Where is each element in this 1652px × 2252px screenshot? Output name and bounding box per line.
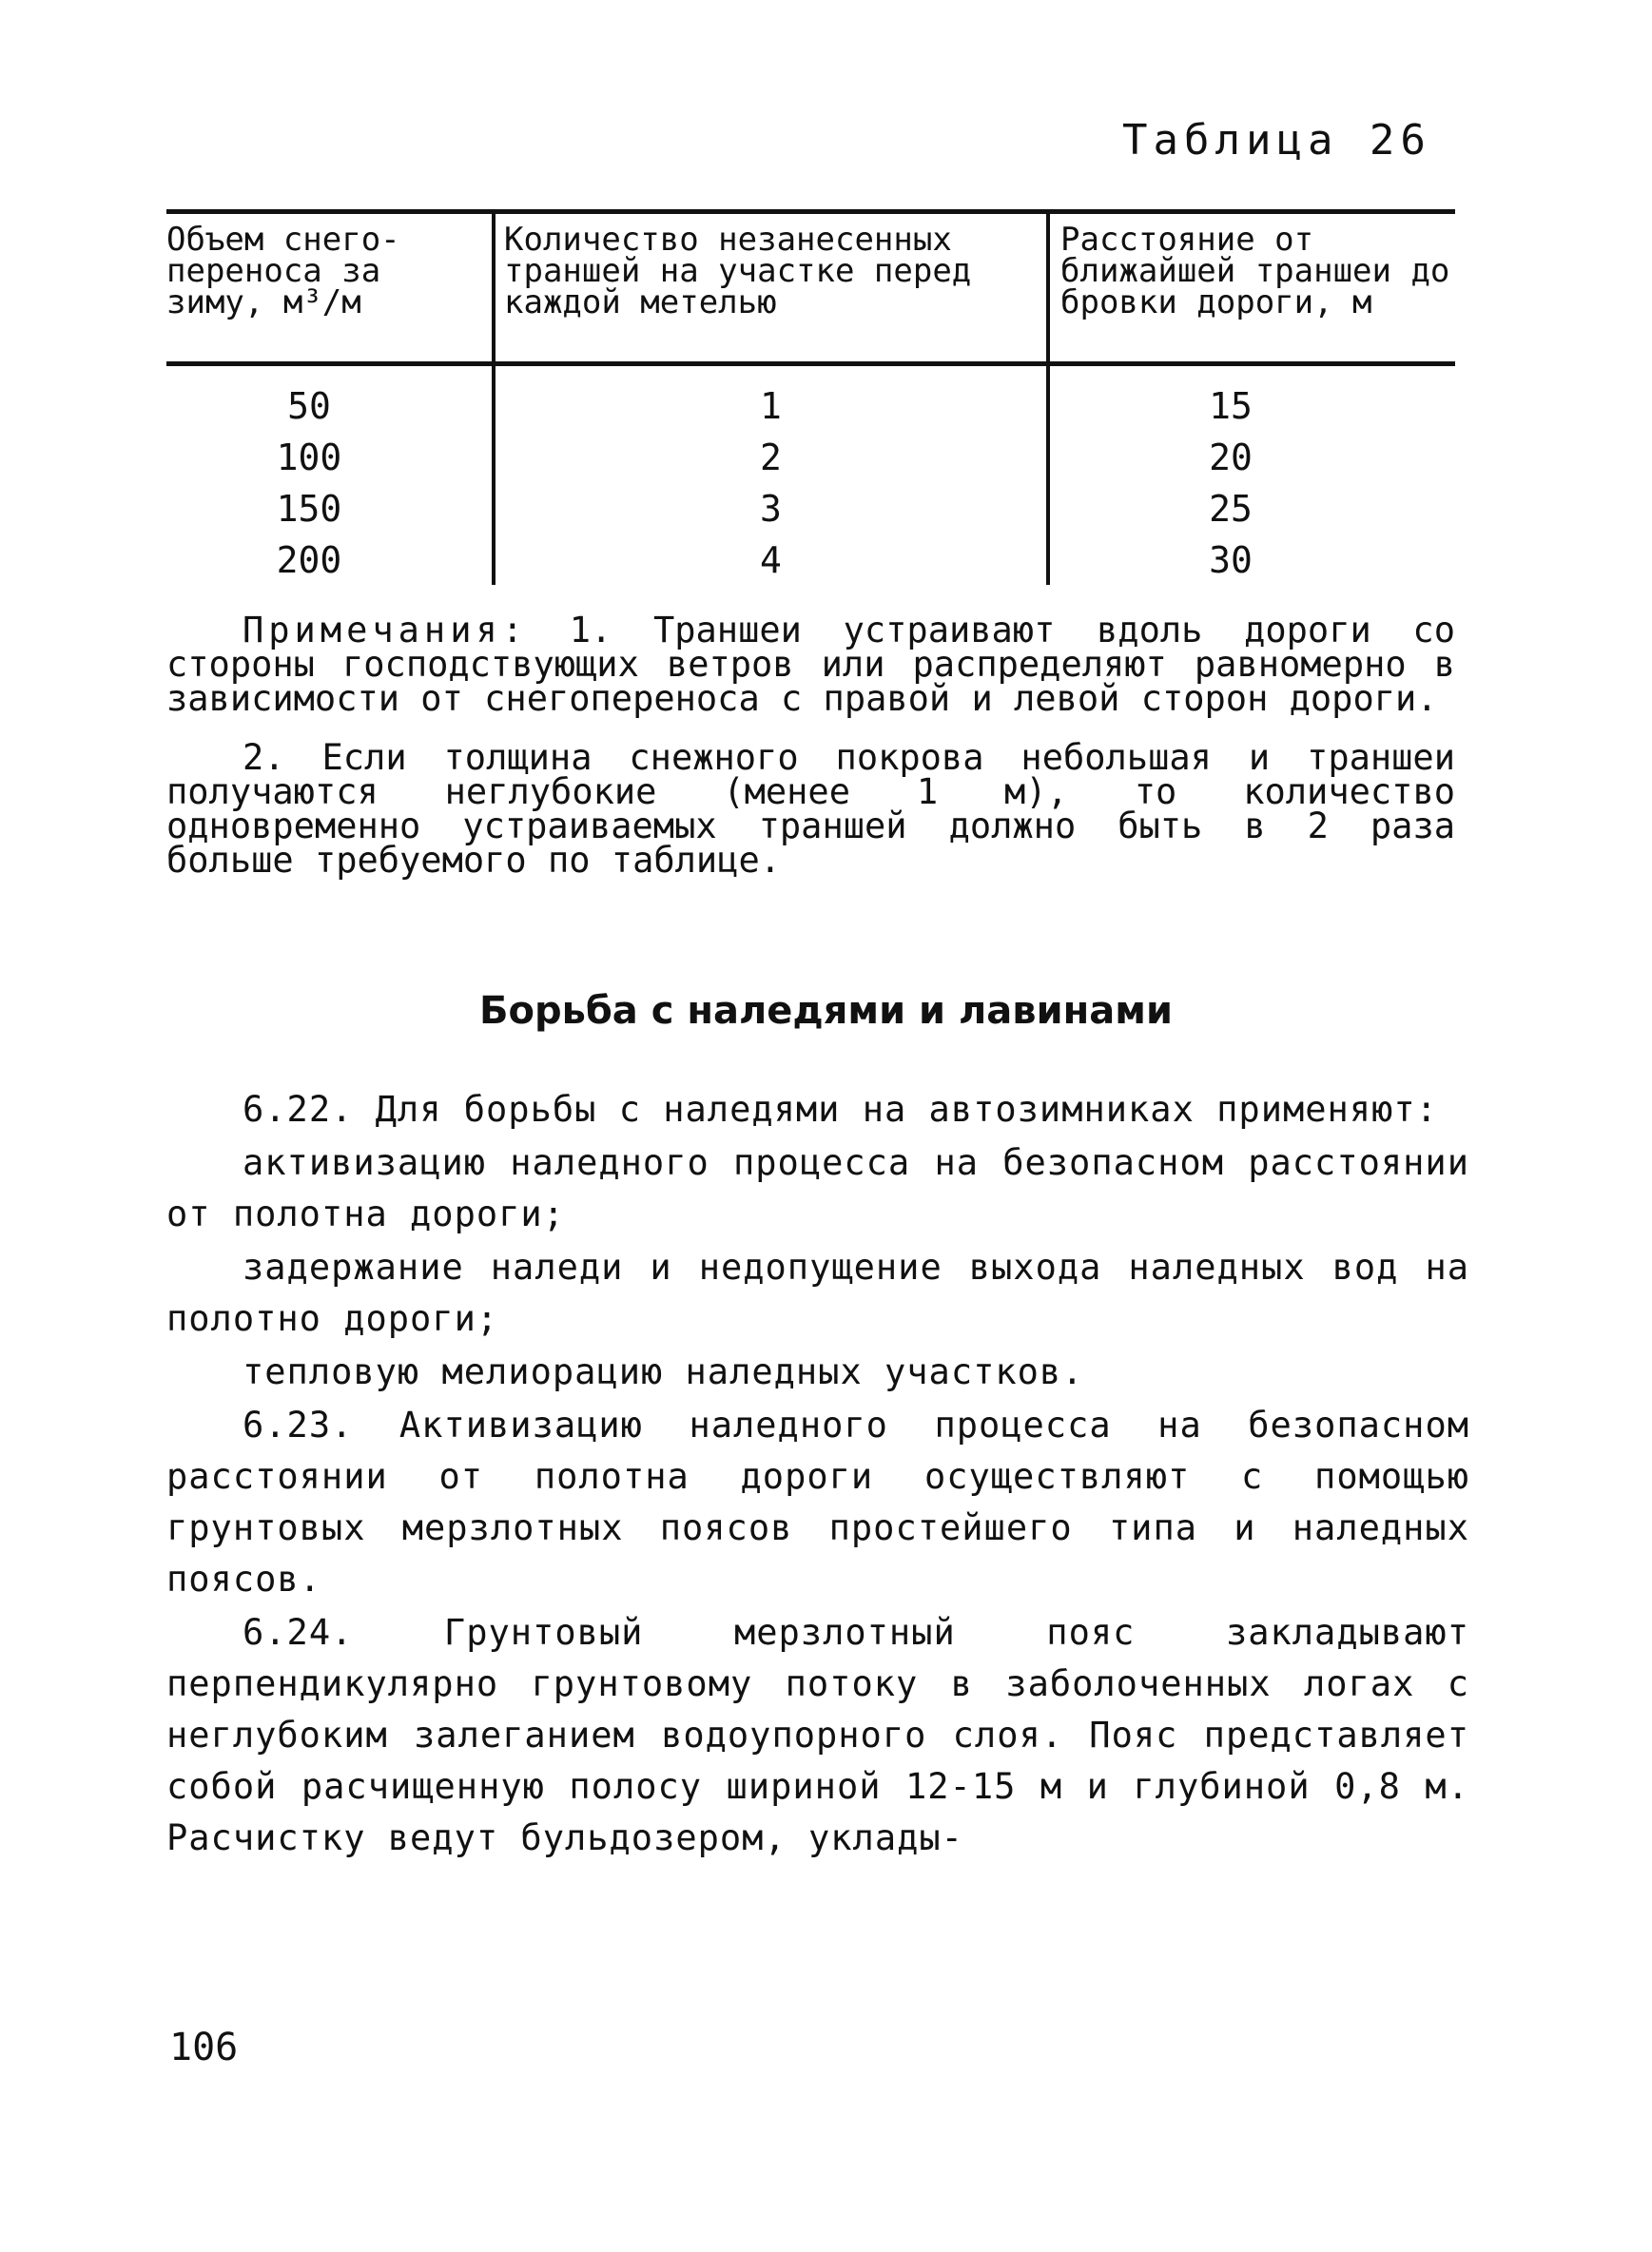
table-notes — [166, 610, 1455, 903]
table-caption: Таблица 26 — [1122, 116, 1431, 165]
note-1 — [166, 610, 1455, 719]
table-column-distance — [1050, 380, 1411, 586]
table-header-cell: Объем снего-переноса за зиму, м³/м — [166, 221, 400, 321]
table-cell: 25 — [1209, 488, 1253, 530]
paragraph-6-22: 6.22. Для борьбы с наледями на автозимниках применяют: — [243, 1089, 1438, 1130]
paragraph-6-24: 6.24. Грунтовый мерзлотный пояс закладывают перпендикулярно грунтовому потоку в заболоченных логах с неглубоким залеганием водоупорного слоя. Пояс представляет собой расчищенную полосу шириной 12-15 м и глубиной 0,8 м. Расчистку ведут бульдозером, уклады- — [166, 1612, 1469, 1858]
table-cell: 100 — [276, 437, 342, 478]
table-cell: 30 — [1209, 539, 1253, 581]
table-cell: 150 — [276, 488, 342, 530]
note-2: 2. Если толщина снежного покрова небольшая и траншеи получаются неглубокие (менее 1 м), то количество одновременно устраиваемых траншей должно быть в 2 раза больше требуемого по таблице. — [166, 737, 1455, 881]
table-cell: 50 — [287, 385, 331, 427]
table-column-volume — [195, 380, 423, 586]
table-cell: 20 — [1209, 437, 1253, 478]
table-cell: 4 — [760, 539, 782, 581]
list-item: тепловую мелиорацию наледных участков. — [243, 1351, 1084, 1392]
notes-label: Примечания: — [243, 610, 529, 650]
note-1-text: 1. Траншеи устраивают вдоль дороги со стороны господствующих ветров или распределяют равномерно в зависимости от снегопереноса с правой и левой сторон дороги. — [166, 610, 1455, 719]
section-title: Борьба с наледями и лавинами — [478, 989, 1173, 1033]
body-text — [166, 1084, 1469, 1866]
table-top-rule — [166, 209, 1455, 214]
table-cell: 2 — [760, 437, 782, 478]
table-header-rule — [166, 361, 1455, 366]
table-column-count — [496, 380, 1046, 586]
table-cell: 200 — [276, 539, 342, 581]
list-item: задержание наледи и недопущение выхода наледных вод на полотно дороги; — [166, 1247, 1469, 1339]
table-cell: 1 — [760, 385, 782, 427]
list-item: активизацию наледного процесса на безопасном расстоянии от полотна дороги; — [166, 1142, 1469, 1234]
table-cell: 15 — [1209, 385, 1253, 427]
table-cell: 3 — [760, 488, 782, 530]
paragraph-6-23: 6.23. Активизацию наледного процесса на безопасном расстоянии от полотна дороги осуществляют с помощью грунтовых мерзлотных поясов простейшего типа и наледных поясов. — [166, 1405, 1469, 1600]
table-header-cell: Количество незанесенных траншей на участке перед каждой метелью — [504, 221, 972, 321]
table-header-cell: Расстояние от ближайшей траншеи до бровки дороги, м — [1060, 221, 1450, 321]
page-number: 106 — [169, 2026, 239, 2069]
